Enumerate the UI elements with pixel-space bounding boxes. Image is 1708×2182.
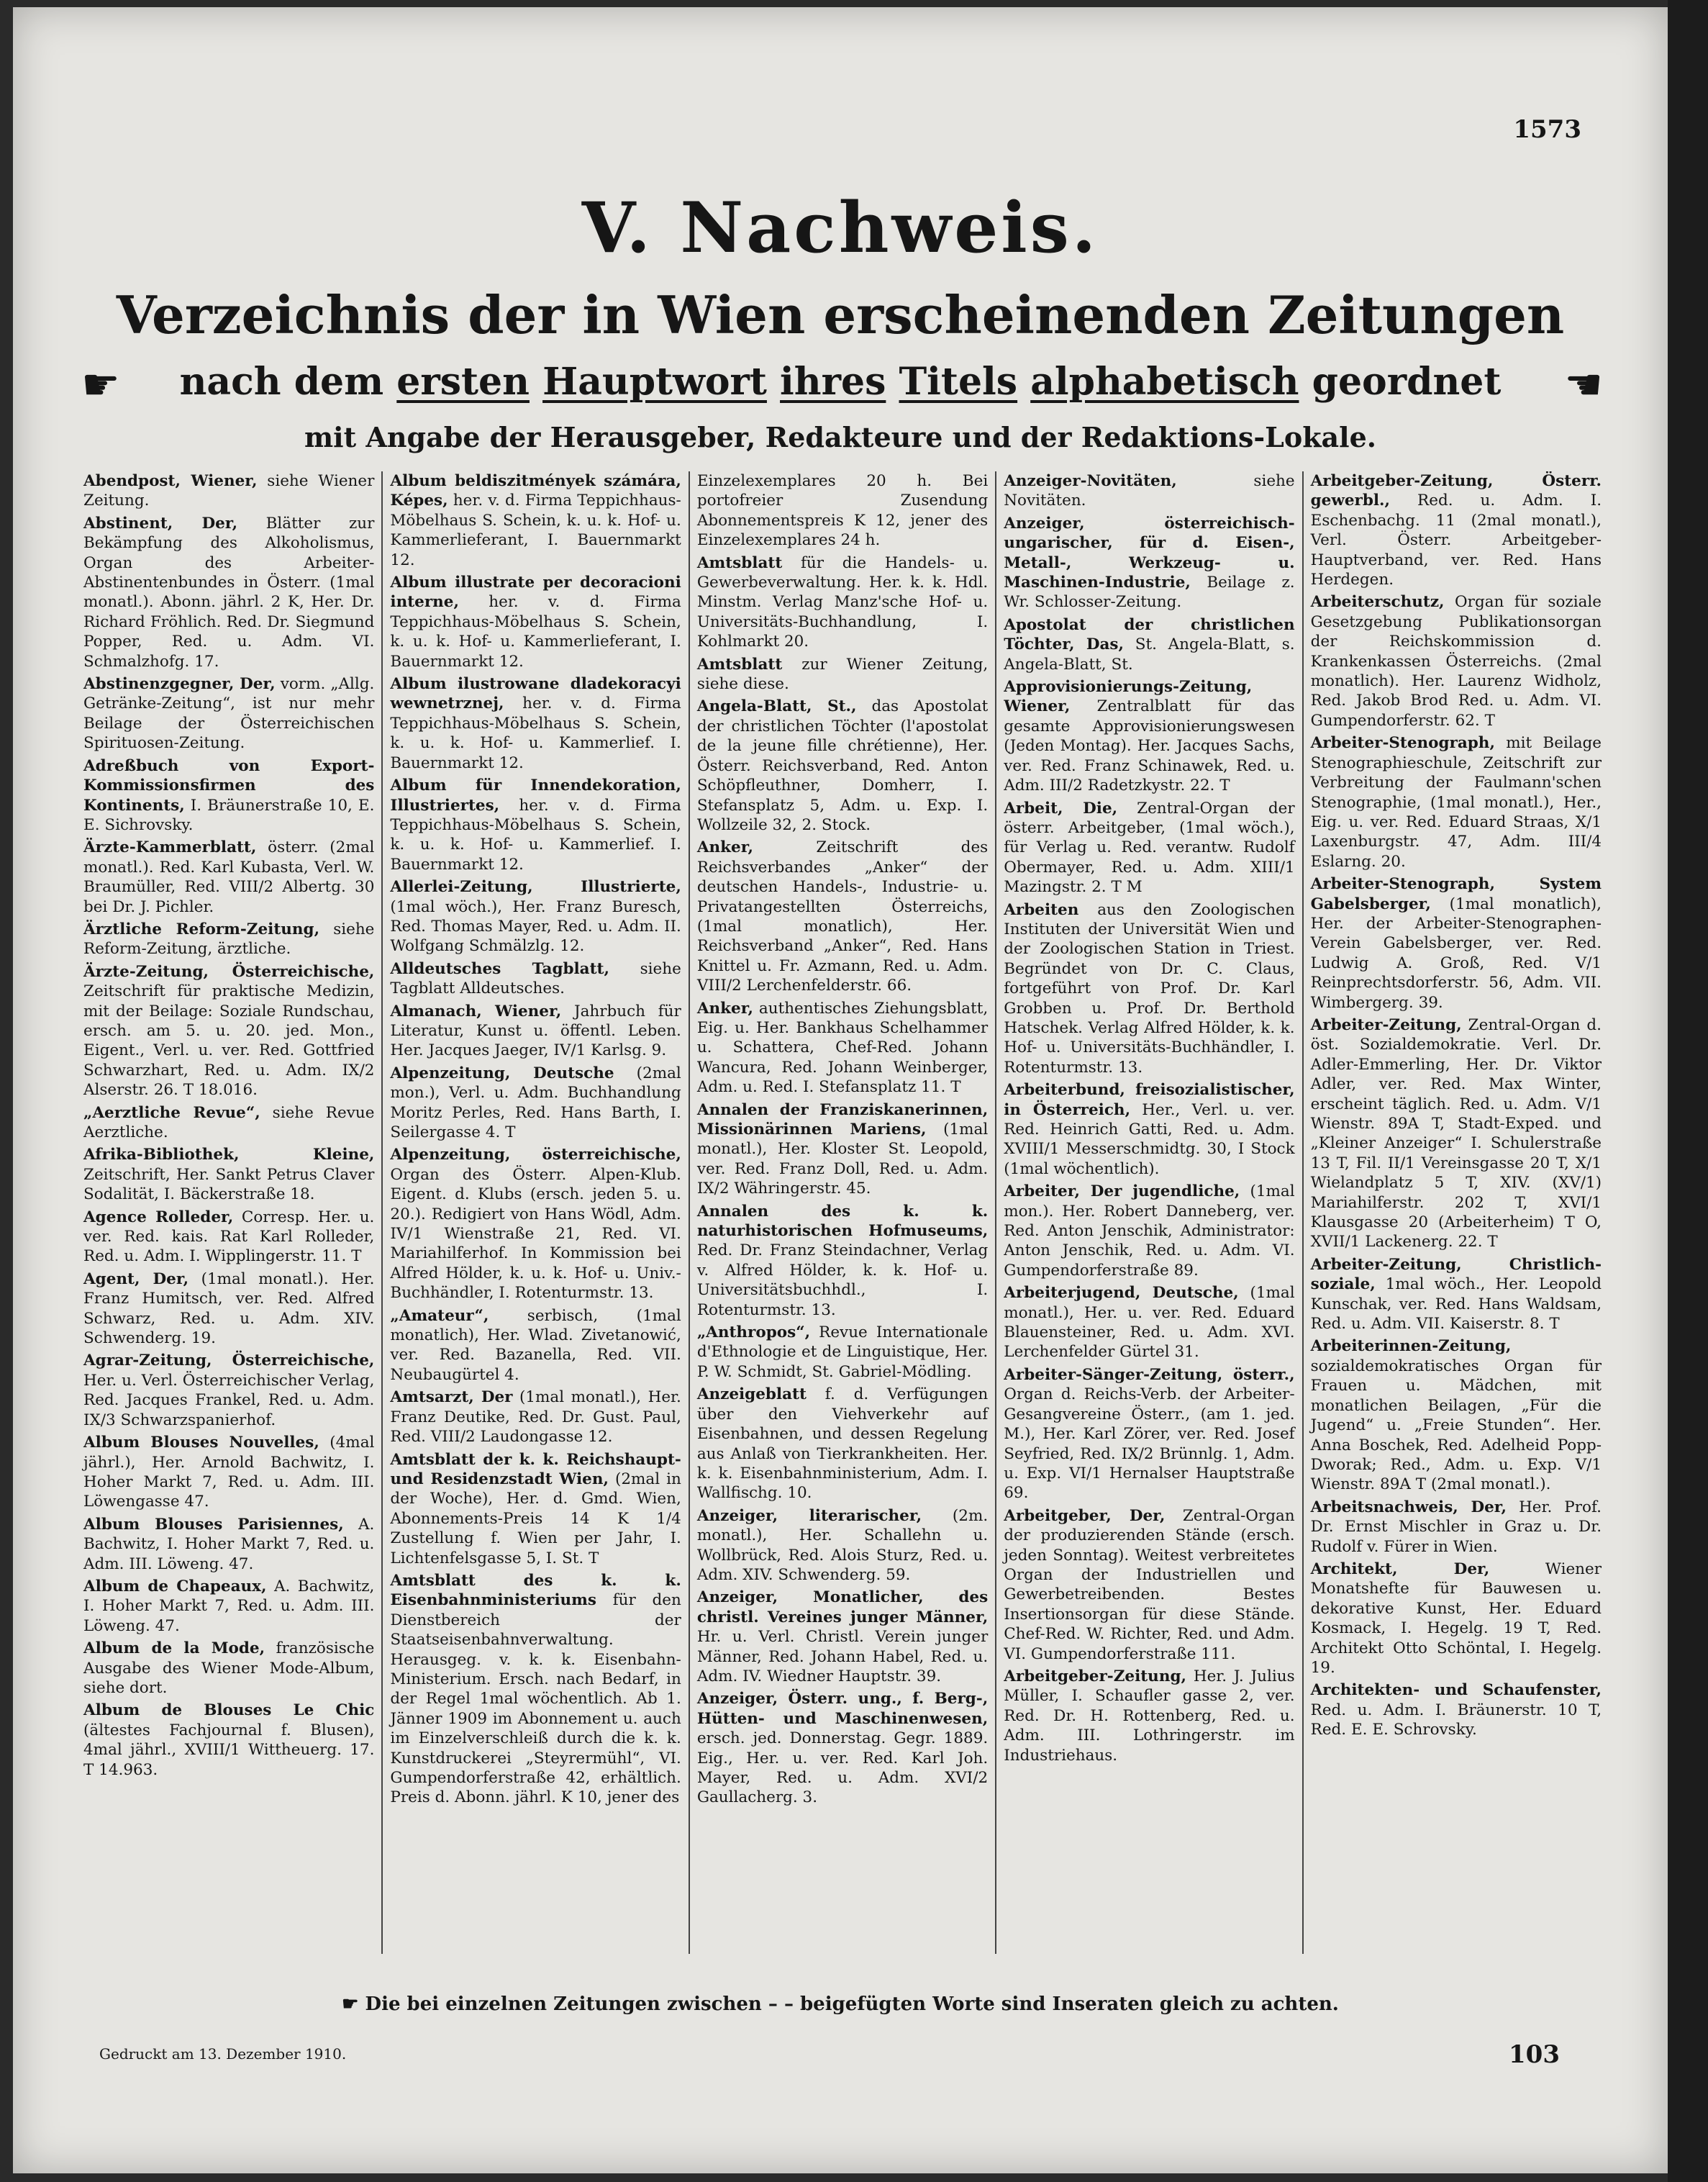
entry-title: Album beldiszitmények számára, Képes, <box>390 472 681 510</box>
directory-entry <box>83 1515 374 1574</box>
entry-text: Zeitschrift, Her. Sankt Petrus Claver Sodalität, I. Bäckerstraße 18. <box>83 1165 375 1204</box>
entry-text: Red. Dr. Franz Steindachner, Verlag v. Alfred Hölder, k. k. Hof- u. Universitätsbuchhdl., I. Rotenturmstr. 13. <box>696 1241 989 1319</box>
directory-entry <box>83 1351 374 1430</box>
directory-entry <box>697 1323 988 1382</box>
entry-title: Arbeiterbund, freisozialistischer, in Österreich, <box>1004 1081 1295 1119</box>
directory-entry <box>83 1433 374 1512</box>
entry-text: Jahrbuch für Literatur, Kunst u. öffentl. Leben. Her. Jacques Jaeger, IV/1 Karlsg. 9. <box>390 1002 681 1060</box>
entry-text: Organ des Österr. Alpen-Klub. Eigent. d. Klubs (ersch. jeden 5. u. 20.). Redigiert von Hans Wödl, Adm. IV/1 Wienstraße 21, Red. VI. Mariahilferhof. In Kommission bei Alfred Hölder, k. u. k. Hof- u. Univ.-Buchhändler, I. Rotenturmstr. 13. <box>390 1165 681 1303</box>
entry-text: siehe Revue Aerztliche. <box>83 1103 375 1141</box>
directory-entry <box>1311 1498 1602 1557</box>
entry-title: Abendpost, Wiener, <box>83 472 258 490</box>
directory-entry <box>390 1145 681 1303</box>
entry-text: (1mal wöch.), Her. Franz Buresch, Red. Thomas Mayer, Red. u. Adm. II. Wolfgang Schmälzlg. 12. <box>390 897 681 956</box>
entry-title: Apostolat der christlichen Töchter, Das, <box>1004 615 1295 654</box>
entry-text: Organ für soziale Gesetzgebung Publikationsorgan der Reichskommission d. Krankenkassen Österreichs. (2mal monatlich). Her. Laurenz Widholz, Red. Jakob Brod Red. u. Adm. VI. Gumpendorferstr. 62. T <box>1310 593 1602 730</box>
subtitle2-word: ihres <box>780 360 886 404</box>
entry-title: „Anthropos“, <box>696 1323 811 1342</box>
directory-entry <box>83 920 374 959</box>
entry-title: Angela-Blatt, St., <box>696 697 857 716</box>
entry-title: Arbeitsnachweis, Der, <box>1310 1498 1507 1516</box>
entry-title: Amtsarzt, Der <box>390 1388 513 1407</box>
entry-title: Annalen der Franziskanerinnen, Missionärinnen Mariens, <box>696 1100 989 1138</box>
directory-entry <box>390 877 681 956</box>
entry-title: Album für Innendekoration, Illustriertes, <box>390 777 681 815</box>
subtitle2-word: Hauptwort <box>542 360 767 404</box>
directory-entry <box>390 674 681 773</box>
directory-entry <box>83 1145 374 1204</box>
directory-entry <box>1311 1336 1602 1494</box>
entry-text: Zeitschrift des Reichsverbandes „Anker“ der deutschen Handels-, Industrie- u. Privatangestellten Österreichs, (1mal monatlich), Her. Reichsverband „Anker“, Red. Hans Knittel u. Fr. Azmann, Red. u. Adm. VIII/2 Lerchenfelderstr. 66. <box>696 838 989 995</box>
page-subtitle-3: mit Angabe der Herausgeber, Redakteure und der Redaktions-Lokale. <box>304 421 1377 453</box>
directory-entry <box>1311 1559 1602 1678</box>
entry-text: (ältestes Fachjournal f. Blusen), 4mal jährl., XVIII/1 Wittheuerg. 17. T 14.963. <box>83 1721 375 1779</box>
directory-entry <box>83 1577 374 1636</box>
entry-text: sozialdemokratisches Organ für Frauen u. Mädchen, mit monatlichen Beilagen, „Für die Jugend“ u. „Freie Stunden“. Her. Anna Boschek, Red. Adelheid Popp-Dworak; Red., Adm. u. Exp. V/1 Wienstr. 89A T (2mal monatl.). <box>1310 1357 1602 1494</box>
directory-entry <box>1004 1283 1294 1362</box>
entry-text: (1mal mon.). Her. Robert Danneberg, ver. Red. Anton Jenschik, Administrator: Anton Jenschik, Red. u. Adm. VI. Gumpendorferstraße 89. <box>1004 1182 1295 1280</box>
page-subtitle-2 <box>13 360 1668 404</box>
directory-entry <box>83 514 374 671</box>
entry-text: (1mal monatl.), Her. Kloster St. Leopold, ver. Red. Franz Doll, Red. u. Adm. IX/2 Währingerstr. 45. <box>696 1121 989 1198</box>
column-4 <box>996 471 1303 1954</box>
entry-title: Arbeiterschutz, <box>1310 593 1445 612</box>
entry-text: für den Dienstbereich der Staatseisenbahnverwaltung. Herausgeg. v. k. k. Eisenbahn-Ministerium. Ersch. nach Bedarf, in der Regel 1mal wöchentlich. Ab 1. Jänner 1909 im Abonnement u. auch im Einzelverschleiß durch die k. k. Kunstdruckerei „Steyrermühl“, VI. Gumpendorferstraße 42, erhältlich. Preis d. Abonn. jährl. K 10, jener des <box>390 1591 681 1807</box>
entry-title: Abstinent, Der, <box>83 514 238 533</box>
directory-entry <box>390 959 681 999</box>
directory-entry <box>83 674 374 753</box>
directory-entry <box>1004 900 1294 1078</box>
directory-entry <box>1311 471 1602 589</box>
entry-text: französische Ausgabe des Wiener Mode-Album, siehe dort. <box>83 1639 375 1697</box>
entry-text: (1mal monatlich), Her. der Arbeiter-Stenographen-Verein Gabelsberger, ver. Red. Ludwig A. Groß, Red. V/1 Reinprechtsdorferstr. 56, Adm. VII. Wimbergerg. 39. <box>1310 895 1602 1012</box>
directory-entry <box>83 756 374 836</box>
entry-text: her. v. d. Firma Teppichhaus-Möbelhaus S. Schein, k. u. k. Hof- u. Kammerlieferant, I. Bauernmarkt 12. <box>390 593 681 671</box>
entry-title: Alpenzeitung, Deutsche <box>390 1064 614 1082</box>
column-2 <box>383 471 689 1954</box>
directory-entry <box>1311 733 1602 872</box>
directory-entry <box>390 1571 681 1808</box>
entry-text: (1mal monatl.), Her. u. ver. Red. Eduard Blauensteiner, Red. u. Adm. XVI. Lerchenfelder Gürtel 31. <box>1004 1284 1295 1362</box>
entry-text: (4mal jährl.), Her. Arnold Bachwitz, I. Hoher Markt 7, Red. u. Adm. III. Löwengasse 47. <box>83 1434 375 1511</box>
directory-entry <box>1004 1182 1294 1280</box>
entry-title: Arbeiter-Sänger-Zeitung, österr., <box>1004 1365 1295 1384</box>
directory-entry <box>390 1450 681 1568</box>
entry-text: Einzelexemplares 20 h. Bei portofreier Zusendung Abonnementspreis K 12, jener des Einzelexemplares 24 h. <box>696 472 989 550</box>
entry-title: Arbeiterinnen-Zeitung, <box>1310 1337 1512 1356</box>
entry-title: Arbeiter-Zeitung, <box>1310 1015 1462 1034</box>
entry-text: Corresp. Her. u. ver. Red. kais. Rat Karl Rolleder, Red. u. Adm. I. Wipplingerstr. 11. T <box>83 1208 375 1266</box>
entry-text: St. Angela-Blatt, s. Angela-Blatt, St. <box>1004 635 1295 674</box>
directory-entry <box>1311 1015 1602 1252</box>
entry-text: zur Wiener Zeitung, siehe diese. <box>696 655 989 694</box>
directory-entry <box>697 999 988 1097</box>
entry-title: Architekt, Der, <box>1310 1559 1490 1578</box>
directory-entry <box>1004 514 1294 612</box>
entry-text: Wiener Monatshefte für Bauwesen u. dekorative Kunst, Her. Eduard Kosmack, I. Hegelg. 19 T, Red. Architekt Otto Schöntal, I. Hegelg. 19. <box>1310 1559 1602 1677</box>
entry-title: Allerlei-Zeitung, Illustrierte, <box>390 878 681 897</box>
entry-text: her. v. d. Firma Teppichhaus-Möbelhaus S. Schein, k. u. k. Hof- u. Kammerlief. I. Bauernmarkt 12. <box>390 796 681 874</box>
entry-title: Album Blouses Parisiennes, <box>83 1515 344 1534</box>
entry-title: Almanach, Wiener, <box>390 1002 562 1020</box>
entry-text: her. v. d. Firma Teppichhaus-Möbelhaus S. Schein, k. u. k. Hof- u. Kammerlieferant, I. Bauernmarkt 12. <box>390 492 681 569</box>
subtitle2-word: nach dem <box>179 360 384 404</box>
directory-entry <box>83 1639 374 1698</box>
directory-entry <box>697 1100 988 1199</box>
entry-text: her. v. d. Firma Teppichhaus-Möbelhaus S. Schein, k. u. k. Hof- u. Kammerlief. I. Bauernmarkt 12. <box>390 694 681 772</box>
entry-text: serbisch, (1mal monatlich), Her. Wlad. Zivetanowić, ver. Red. Bazanella, Red. VII. Neubaugürtel 4. <box>390 1306 681 1384</box>
entry-title: Ärzte-Zeitung, Österreichische, <box>83 962 375 981</box>
entry-title: Anker, <box>696 999 753 1018</box>
entry-title: Amtsblatt <box>696 655 783 674</box>
entry-text: Organ d. Reichs-Verb. der Arbeiter-Gesangvereine Österr., (am 1. jed. M.), Her. Karl Zörer, ver. Red. Josef Seyfried, Red. IX/2 Brünnlg. 1, Adm. u. Exp. VI/1 Hernalser Hauptstraße 69. <box>1004 1385 1295 1503</box>
entry-text: Zentral-Organ d. öst. Sozialdemokratie. Verl. Dr. Adler-Emmerling, Her. Dr. Viktor Adler, ver. Red. Max Winter, erscheint täglich. Red. u. Adm. V/1 Wienstr. 89A T, Stadt-Exped. und „Kleiner Anzeiger“ I. Schulerstraße 13 T, Fil. II/1 Vereinsgasse 20 T, X/1 Wielandplatz 5 T, XIV. (XV/1) Mariahilferstr. 202 T, XVI/1 Klausgasse 20 (Arbeiterheim) T O, XVII/1 Lackenerg. 22. T <box>1310 1015 1602 1251</box>
entry-title: Arbeitgeber, Der, <box>1004 1506 1166 1525</box>
subtitle2-word: ersten <box>396 360 530 404</box>
entry-text: Her. Prof. Dr. Ernst Mischler in Graz u. Dr. Rudolf v. Fürer in Wien. <box>1310 1498 1602 1556</box>
directory-entry <box>1004 677 1294 795</box>
subtitle2-word: geordnet <box>1312 360 1502 404</box>
entry-title: Arbeiter, Der jugendliche, <box>1004 1182 1240 1201</box>
directory-entry <box>390 471 681 570</box>
directory-entry <box>1004 615 1294 674</box>
directory-entry <box>1311 1255 1602 1334</box>
directory-entry <box>697 1202 988 1320</box>
directory-entry <box>83 1103 374 1143</box>
page-number-bottom: 103 <box>1509 2040 1560 2069</box>
directory-entry <box>697 1385 988 1503</box>
entry-title: „Amateur“, <box>390 1306 489 1325</box>
directory-entry <box>1311 1680 1602 1739</box>
entry-text: 1mal wöch., Her. Leopold Kunschak, ver. Red. Hans Waldsam, Red. u. Adm. VII. Kaiserstr. 8. T <box>1310 1275 1602 1334</box>
entry-text: Blätter zur Bekämpfung des Alkoholismus, Organ des Arbeiter-Abstinentenbundes in Österr. (1mal monatl.). Abonn. jährl. 2 K, Her. Dr. Richard Fröhlich. Red. Dr. Siegmund Popper, Red. u. Adm. VI. Schmalzhofg. 17. <box>83 514 375 671</box>
entry-title: Anzeiger, Österr. ung., f. Berg-, Hütten- und Maschinenwesen, <box>696 1690 989 1728</box>
directory-entry <box>390 1002 681 1061</box>
entry-title: Album Blouses Nouvelles, <box>83 1434 319 1452</box>
directory-entry <box>390 1387 681 1447</box>
scan-edge <box>1668 0 1708 2182</box>
footnote-text: Die bei einzelnen Zeitungen zwischen – – beigefügten Worte sind Inseraten gleich zu achten. <box>365 1993 1339 2015</box>
entry-title: Album de Chapeaux, <box>83 1577 267 1595</box>
entry-text: siehe Reform-Zeitung, ärztliche. <box>83 920 375 959</box>
entry-title: Album illustrate per decoracioni interne, <box>390 574 681 612</box>
entry-title: Agence Rolleder, <box>83 1208 234 1226</box>
entry-text: Red. u. Adm. I. Bräunerstr. 10 T, Red. E. E. Schrovsky. <box>1310 1701 1602 1739</box>
directory-entry <box>697 697 988 835</box>
entry-title: Anzeiger, österreichisch-ungarischer, für d. Eisen-, Metall-, Werkzeug- u. Maschinen-Industrie, <box>1004 514 1295 592</box>
directory-entry <box>1004 1365 1294 1503</box>
directory-entry <box>83 1269 374 1349</box>
entry-text: vorm. „Allg. Getränke-Zeitung“, ist nur mehr Beilage der Österreichischen Spirituosen-Zeitung. <box>83 675 375 753</box>
directory-entry <box>390 573 681 671</box>
entry-title: Anzeiger-Novitäten, <box>1004 472 1177 490</box>
directory-entry <box>1004 1667 1294 1765</box>
entry-text: das Apostolat der christlichen Töchter (l'apostolat de la jeune fille chrétienne), Her. Österr. Reichsverband, Red. Anton Schöpfleuthner, Domherr, I. Stefansplatz 5, Adm. u. Exp. I. Wollzeile 32, 2. Stock. <box>696 697 989 834</box>
entry-title: Arbeiter-Stenograph, <box>1310 734 1495 753</box>
entry-text: für die Handels- u. Gewerbeverwaltung. Her. k. k. Hdl. Minstm. Verlag Manz'sche Hof- u. Universitäts-Buchhandlung, I. Kohlmarkt 20. <box>696 553 989 651</box>
directory-entry <box>1004 799 1294 897</box>
entry-title: Approvisionierungs-Zeitung, Wiener, <box>1004 678 1253 716</box>
entry-title: Album de la Mode, <box>83 1639 265 1658</box>
entry-title: Abstinenzgegner, Der, <box>83 675 276 694</box>
entry-text: Her. u. Verl. Österreichischer Verlag, Red. Jacques Frankel, Red. u. Adm. IX/3 Schwarzspanierhof. <box>83 1371 375 1429</box>
entry-title: Arbeitgeber-Zeitung, <box>1004 1667 1186 1685</box>
entry-text: Her. J. Julius Müller, I. Schaufler gasse 2, ver. Red. Dr. H. Rottenberg, Red. u. Adm. III. Lothringerstr. im Industriehaus. <box>1004 1667 1295 1765</box>
directory-entry <box>390 1306 681 1385</box>
entry-title: Arbeiter-Stenograph, System Gabelsberger, <box>1310 875 1602 913</box>
entry-text: (2mal mon.), Verl. u. Adm. Buchhandlung Moritz Perles, Red. Hans Barth, I. Seilergasse 4. T <box>390 1064 681 1141</box>
entry-title: Ärztliche Reform-Zeitung, <box>83 920 320 938</box>
directory-entry <box>1311 592 1602 730</box>
directory-entry <box>390 776 681 874</box>
entry-title: Annalen des k. k. naturhistorischen Hofmuseums, <box>696 1202 989 1241</box>
entry-title: Arbeiterjugend, Deutsche, <box>1004 1284 1239 1303</box>
entry-title: Amtsblatt <box>696 553 783 572</box>
entry-title: Anzeiger, literarischer, <box>696 1506 922 1525</box>
entry-text: Hr. u. Verl. Christl. Verein junger Männer, Red. Johann Habel, Red. u. Adm. IV. Wiedner Hauptstr. 39. <box>696 1628 989 1685</box>
column-1 <box>76 471 383 1954</box>
entry-text: siehe Wiener Zeitung. <box>83 472 375 510</box>
entry-text: A. Bachwitz, I. Hoher Markt 7, Red. u. Adm. III. Löweng. 47. <box>83 1515 375 1573</box>
entry-title: Amtsblatt der k. k. Reichshaupt- und Residenzstadt Wien, <box>390 1450 681 1488</box>
entry-text: Red. u. Adm. I. Eschenbachg. 11 (2mal monatl.), Verl. Österr. Arbeitgeber-Hauptverband, ver. Red. Hans Herdegen. <box>1310 492 1602 589</box>
directory-entry <box>697 1689 988 1807</box>
entry-title: Ärzte-Kammerblatt, <box>83 838 257 857</box>
entry-text: aus den Zoologischen Instituten der Universität Wien und der Zoologischen Station in Triest. Begründet von Dr. C. Claus, fortgeführt von Prof. Dr. Karl Grobben u. Prof. Dr. Berthold Hatschek. Verlag Alfred Hölder, k. k. Hof- u. Universitäts-Buchhändler, I. Rotenturmstr. 13. <box>1004 900 1295 1077</box>
entry-text: Zentral-Organ der produzierenden Stände (ersch. jeden Sonntag). Weitest verbreitetes Organ der Industriellen und Gewerbetreibenden. Bestes Insertionsorgan für diese Stände. Chef-Red. W. Richter, Red. und Adm. VI. Gumpendorferstraße 111. <box>1004 1506 1295 1663</box>
page-subtitle: Verzeichnis der in Wien erscheinenden Zeitungen <box>116 284 1565 345</box>
subtitle2-word: alphabetisch <box>1030 360 1299 404</box>
column-3 <box>690 471 996 1954</box>
entry-title: Afrika-Bibliothek, Kleine, <box>83 1146 375 1164</box>
page-number-top: 1573 <box>1513 115 1581 144</box>
entry-title: Album ilustrowane dladekoracyi wewnetrznej, <box>390 675 681 713</box>
entry-text: Revue Internationale d'Ethnologie et de Linguistique, Her. P. W. Schmidt, St. Gabriel-Mödling. <box>696 1323 989 1381</box>
entry-text: (1mal monatl.), Her. Franz Deutike, Red. Dr. Gust. Paul, Red. VIII/2 Laudongasse 12. <box>390 1388 681 1447</box>
entry-title: Amtsblatt des k. k. Eisenbahnministeriums <box>390 1571 681 1610</box>
directory-entry <box>697 655 988 694</box>
pointing-hand-right-icon: ☚ <box>1564 360 1603 410</box>
column-5 <box>1304 471 1609 1954</box>
directory-entry <box>1311 874 1602 1013</box>
entry-title: Alldeutsches Tagblatt, <box>390 959 609 978</box>
directory-entry <box>390 1064 681 1143</box>
entry-text: österr. (2mal monatl.). Red. Karl Kubasta, Verl. W. Braumüller, Red. VIII/2 Albertg. 30 bei Dr. J. Pichler. <box>83 838 375 916</box>
directory-entry <box>1004 1506 1294 1664</box>
entry-text: Zentral-Organ der österr. Arbeitgeber, (1mal wöch.), für Verlag u. Red. verantw. Rudolf Obermayer, Red. u. Adm. XIII/1 Mazingstr. 2. T M <box>1004 799 1295 897</box>
footnote <box>13 1993 1668 2015</box>
entry-title: Anzeiger, Monatlicher, des christl. Vereines junger Männer, <box>696 1588 989 1626</box>
entry-text: Beilage z. Wr. Schlosser-Zeitung. <box>1004 574 1295 612</box>
entry-text: mit Beilage Stenographieschule, Zeitschrift zur Verbreitung der Faulmann'schen Stenographie, (1mal monatl.), Her., Eig. u. ver. Red. Eduard Straas, X/1 Laxenburgstr. 47, Adm. III/4 Eslarng. 20. <box>1310 734 1602 871</box>
directory-entry <box>697 471 988 551</box>
entry-title: Adreßbuch von Export-Kommissionsfirmen des Kontinents, <box>83 756 375 815</box>
directory-entry <box>83 962 374 1100</box>
entry-text: A. Bachwitz, I. Hoher Markt 7, Red. u. Adm. III. Löweng. 47. <box>83 1577 375 1635</box>
entry-text: (2mal in der Woche), Her. d. Gmd. Wien, Abonnements-Preis 14 K 1/4 Zustellung f. Wien per Jahr, I. Lichtenfelsgasse 5, I. St. T <box>390 1470 681 1567</box>
entry-text: Zeitschrift für praktische Medizin, mit der Beilage: Soziale Rundschau, ersch. am 5. u. 20. jed. Mon., Eigent., Verl. u. ver. Red. Gottfried Schwarzhart, Red. u. Adm. IX/2 Alserstr. 26. T 18.016. <box>83 982 375 1100</box>
directory-entry <box>1004 471 1294 511</box>
entry-title: Arbeiten <box>1004 900 1079 919</box>
entry-title: Agrar-Zeitung, Österreichische, <box>83 1352 375 1370</box>
document-page <box>13 7 1668 2173</box>
entry-text: authentisches Ziehungsblatt, Eig. u. Her. Bankhaus Schelhammer u. Schattera, Chef-Red. Johann Wancura, Red. Johann Weinberger, Adm. u. Red. I. Stefansplatz 11. T <box>696 999 989 1097</box>
directory-entry <box>697 838 988 995</box>
directory-entry <box>83 838 374 917</box>
entry-columns <box>76 471 1609 1954</box>
entry-title: Alpenzeitung, österreichische, <box>390 1146 681 1164</box>
entry-title: Anker, <box>696 838 753 857</box>
entry-text: (1mal monatl.). Her. Franz Humitsch, ver. Red. Alfred Schwarz, Red. u. Adm. XIV. Schwenderg. 19. <box>83 1269 375 1348</box>
pointing-hand-footnote-icon: ☛ <box>342 1993 359 2015</box>
directory-entry <box>1004 1080 1294 1179</box>
printed-date: Gedruckt am 13. Dezember 1910. <box>99 2045 347 2063</box>
entry-title: Arbeit, Die, <box>1004 799 1118 818</box>
entry-title: Arbeiter-Zeitung, Christlich-soziale, <box>1310 1255 1602 1294</box>
subtitle2-word: Titels <box>899 360 1018 404</box>
entry-text: I. Bräunerstraße 10, E. E. Sichrovsky. <box>83 796 375 834</box>
entry-title: Album de Blouses Le Chic <box>83 1701 375 1720</box>
entry-title: Agent, Der, <box>83 1269 189 1288</box>
entry-text: siehe Tagblatt Alldeutsches. <box>390 959 681 998</box>
entry-title: Anzeigeblatt <box>696 1385 807 1404</box>
entry-text: ersch. jed. Donnerstag. Gegr. 1889. Eig., Her. u. ver. Red. Karl Joh. Mayer, Red. u. Adm. XVI/2 Gaullacherg. 3. <box>696 1729 989 1807</box>
directory-entry <box>697 553 988 652</box>
entry-text: (2m. monatl.), Her. Schallehn u. Wollbrück, Red. Alois Sturz, Red. u. Adm. XIV. Schwenderg. 59. <box>696 1506 989 1584</box>
entry-title: „Aerztliche Revue“, <box>83 1103 260 1122</box>
entry-text: Zentralblatt für das gesamte Approvisionierungswesen (Jeden Montag). Her. Jacques Sachs, ver. Red. Franz Schinawek, Red. u. Adm. III/2 Radetzkystr. 22. T <box>1004 697 1295 795</box>
directory-entry <box>83 471 374 511</box>
directory-entry <box>83 1208 374 1267</box>
directory-entry <box>697 1588 988 1686</box>
directory-entry <box>83 1701 374 1780</box>
entry-text: siehe Novitäten. <box>1004 472 1295 510</box>
entry-text: Her., Verl. u. ver. Red. Heinrich Gatti, Red. u. Adm. XVIII/1 Messerschmidtg. 30, I Stock (1mal wöchentlich). <box>1004 1100 1295 1178</box>
pointing-hand-left-icon: ☛ <box>81 360 120 410</box>
entry-title: Arbeitgeber-Zeitung, Österr. gewerbl., <box>1310 472 1602 510</box>
entry-title: Architekten- und Schaufenster, <box>1310 1681 1602 1700</box>
page-title: V. Nachweis. <box>581 187 1099 268</box>
entry-text: f. d. Verfügungen über den Viehverkehr auf Eisenbahnen, und dessen Regelung aus Anlaß von Tierkrankheiten. Her. k. k. Eisenbahnministerium, Adm. I. Wallfischg. 10. <box>696 1385 989 1503</box>
directory-entry <box>697 1506 988 1585</box>
